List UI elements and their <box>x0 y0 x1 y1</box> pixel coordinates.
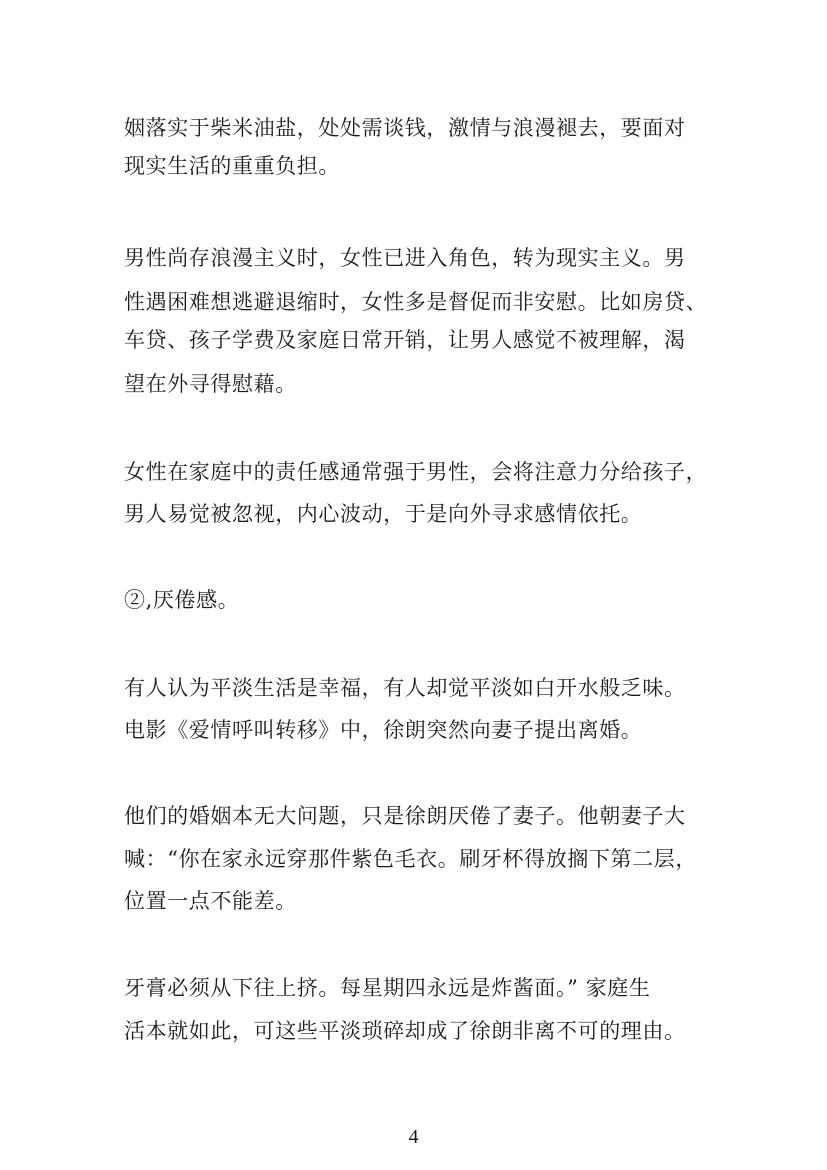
paragraph-2-line-2: 性遇困难想逃避退缩时，女性多是督促而非安慰。比如房贷、 <box>124 290 708 314</box>
paragraph-2-line-4: 望在外寻得慰藉。 <box>124 372 297 396</box>
paragraph-5-line-1: 有人认为平淡生活是幸福，有人却觉平淡如白开水般乏味。 <box>124 676 686 700</box>
paragraph-1-line-2: 现实生活的重重负担。 <box>124 154 340 178</box>
section-heading: ②,厌倦感。 <box>124 588 240 612</box>
paragraph-3-line-1: 女性在家庭中的责任感通常强于男性，会将注意力分给孩子， <box>124 460 708 484</box>
paragraph-5-line-2: 电影《爱情呼叫转移》中，徐朗突然向妻子提出离婚。 <box>124 718 643 742</box>
page-number: 4 <box>408 1126 419 1148</box>
paragraph-7-line-2: 活本就如此，可这些平淡琐碎却成了徐朗非离不可的理由。 <box>124 1019 686 1043</box>
paragraph-1-line-1: 姻落实于柴米油盐，处处需谈钱，激情与浪漫褪去，要面对 <box>124 116 686 140</box>
paragraph-6-line-3: 位置一点不能差。 <box>124 889 297 913</box>
paragraph-2-line-1: 男性尚存浪漫主义时，女性已进入角色，转为现实主义。男 <box>124 246 686 270</box>
paragraph-3-line-2: 男人易觉被忽视，内心波动，于是向外寻求感情依托。 <box>124 502 643 526</box>
paragraph-2-line-3: 车贷、孩子学费及家庭日常开销，让男人感觉不被理解，渴 <box>124 328 686 352</box>
paragraph-6-line-1: 他们的婚姻本无大问题，只是徐朗厌倦了妻子。他朝妻子大 <box>124 804 686 828</box>
paragraph-6-line-2: 喊：“你在家永远穿那件紫色毛衣。刷牙杯得放搁下第二层， <box>124 847 697 871</box>
paragraph-7-line-1: 牙膏必须从下往上挤。每星期四永远是炸酱面。” 家庭生 <box>124 976 651 1000</box>
